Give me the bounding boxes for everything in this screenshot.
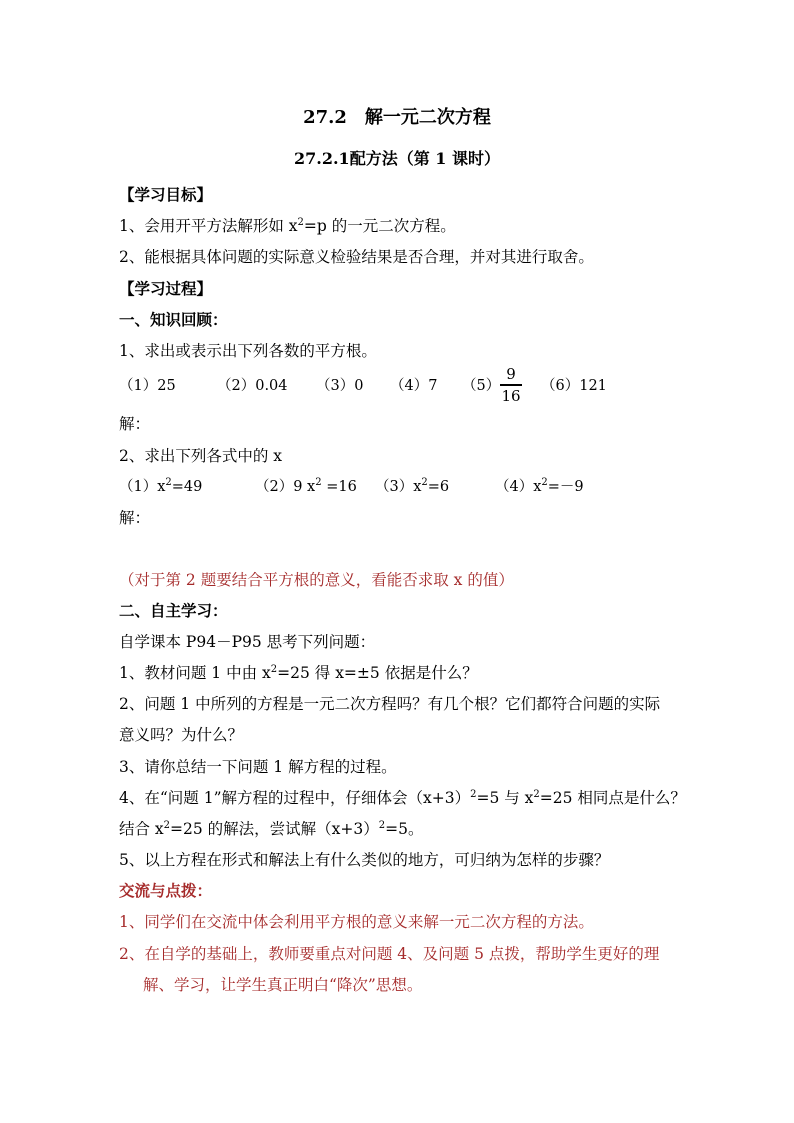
self-study-question-4: 4、在“问题 1”解方程的过程中，仔细体会$(x+3)^2=5$ 与 $x^2=25$ 相同点是什么？ xyxy=(119,788,686,807)
q1-item-2: （2）0.04 xyxy=(217,378,288,394)
q1-item-6: （6）121 xyxy=(541,378,607,394)
page-subtitle: 27.2.1配方法（第 1 课时） xyxy=(294,149,500,168)
review-question-2: 2、求出下列各式中的 x xyxy=(119,447,283,465)
exchange-point-2-cont: 解、学习，让学生真正明白“降次”思想。 xyxy=(143,976,423,994)
review-question-1: 1、求出或表示出下列各数的平方根。 xyxy=(119,342,377,360)
q1-item-3: （3）0 xyxy=(316,378,364,394)
self-study-heading: 二、自主学习： xyxy=(119,601,228,620)
q1-item-1: （1）25 xyxy=(119,378,176,394)
fraction-bar xyxy=(500,384,522,386)
q2-item-4: $(4)x^2=-9$ xyxy=(495,477,584,495)
q2-item-3: $(3)x^2=6$ xyxy=(375,477,450,495)
review-note: （对于第 2 题要结合平方根的意义，看能否求取 x 的值） xyxy=(119,571,514,589)
answer-label-1: 解： xyxy=(119,415,151,433)
objectives-heading: 【学习目标】 xyxy=(119,185,213,204)
q1-item-5: （5） xyxy=(462,378,501,394)
self-study-question-1: 1、教材问题 1 中由 $x^2=25$ 得 x=±5 依据是什么？ xyxy=(119,663,478,682)
self-study-question-4-cont: 结合 $x^2=25$ 的解法，尝试解$(x+3)^2=5$。 xyxy=(119,819,424,838)
objective-item-1: 1、会用开平方法解形如 $x^2=p$ 的一元二次方程。 xyxy=(119,216,456,235)
fraction-numerator: 9 xyxy=(506,365,516,383)
review-heading: 一、知识回顾： xyxy=(119,310,228,329)
self-study-question-2-cont: 意义吗？为什么？ xyxy=(119,726,244,744)
exchange-heading: 交流与点拨： xyxy=(119,881,213,900)
exchange-point-1: 1、同学们在交流中体会利用平方根的意义来解一元二次方程的方法。 xyxy=(119,913,594,931)
self-study-question-5: 5、以上方程在形式和解法上有什么类似的地方，可归纳为怎样的步骤？ xyxy=(119,851,610,869)
q2-item-1: $(1)x^2=49$ xyxy=(119,477,203,495)
fraction-denominator: 16 xyxy=(501,386,521,405)
objective-item-2: 2、能根据具体问题的实际意义检验结果是否合理，并对其进行取舍。 xyxy=(119,248,594,266)
self-study-question-3: 3、请你总结一下问题 1 解方程的过程。 xyxy=(119,758,397,776)
q1-item-4: （4）7 xyxy=(390,378,438,394)
q2-item-2: （2）9 $x^2 =16$ xyxy=(255,477,357,495)
fraction-nine-sixteenths xyxy=(500,365,522,405)
process-heading: 【学习过程】 xyxy=(119,279,213,298)
answer-label-2: 解： xyxy=(119,509,151,527)
self-study-question-2: 2、问题 1 中所列的方程是一元二次方程吗？有几个根？它们都符合问题的实际 xyxy=(119,695,661,713)
exchange-point-2: 2、在自学的基础上，教师要重点对问题 4、及问题 5 点拨，帮助学生更好的理 xyxy=(119,945,660,963)
page-title: 27.2 解一元二次方程 xyxy=(303,107,491,128)
self-study-intro: 自学课本 P94－P95 思考下列问题： xyxy=(119,633,376,651)
